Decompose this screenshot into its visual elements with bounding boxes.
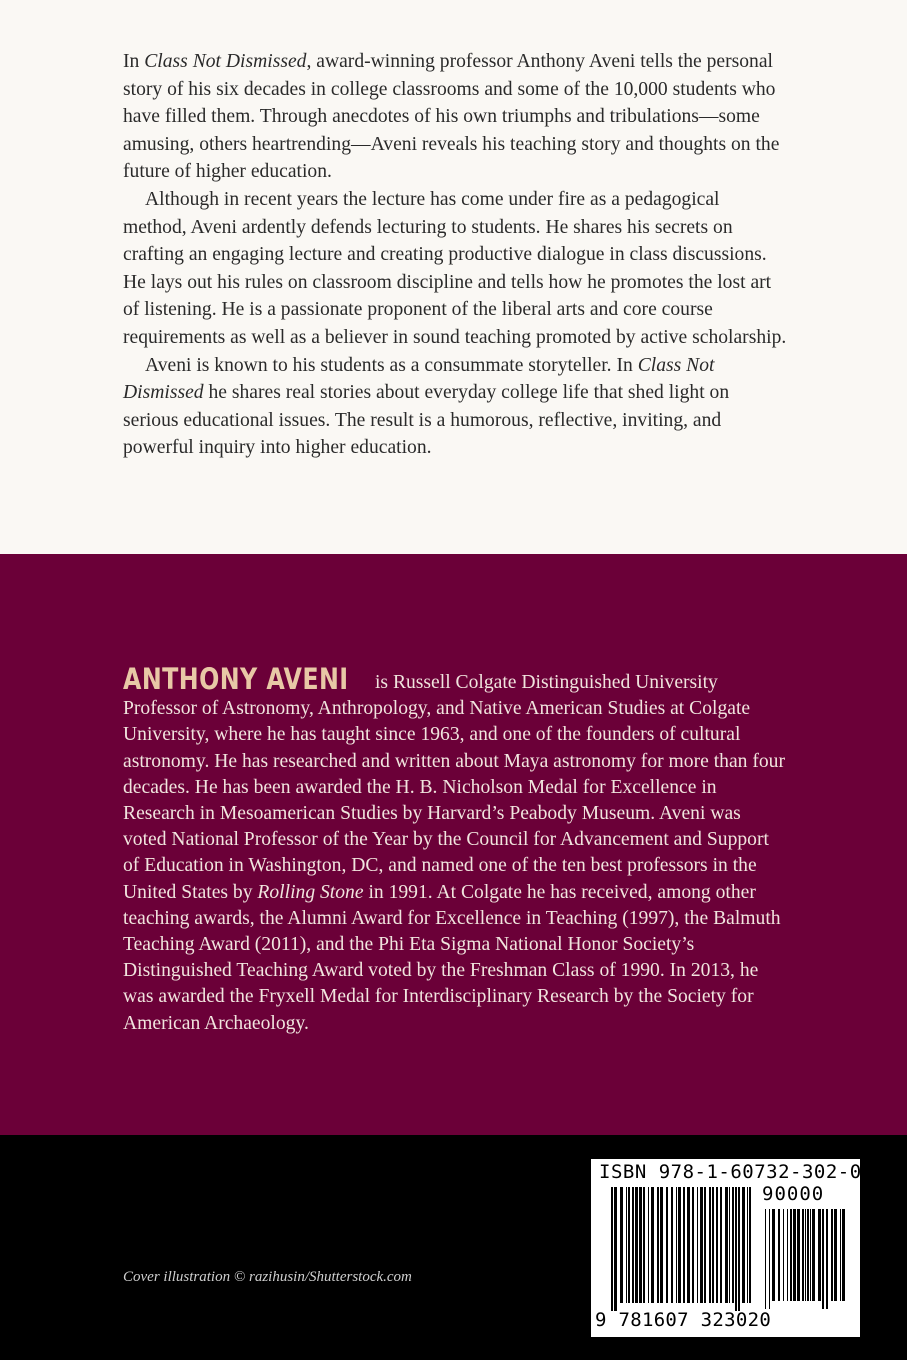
description-paragraph-2: Although in recent years the lecture has come under fire as a pedagogical method, Aveni ardently defends lecturing to students. He shares his secrets on crafting an engaging lecture and creating productive dialogue in class discussions. He lays out his rules on classroom discipline and tells how he promotes the lost art of listening. He is a passionate proponent of the liberal arts and core course requirements as well as a believer in sound teaching promoted by active scholarship.: [123, 188, 787, 348]
magazine-title-italic: Rolling Stone: [257, 881, 364, 903]
barcode-bar: [738, 1187, 740, 1311]
barcode-bar: [632, 1187, 634, 1303]
barcode-bar: [700, 1187, 703, 1303]
barcode-bar: [822, 1209, 824, 1309]
barcode-bar: [807, 1209, 809, 1301]
paragraph-text: he shares real stories about everyday college life that shed light on serious educational issues. The result is a humorous, reflective, inviting, and powerful inquiry into higher education.: [123, 382, 730, 459]
barcode-bar: [810, 1209, 811, 1301]
barcode-bar: [742, 1187, 745, 1303]
book-title-italic: Class Not Dismissed: [123, 354, 715, 404]
barcode-bar: [793, 1209, 796, 1301]
barcode-bar: [725, 1187, 728, 1303]
barcode-bar: [840, 1209, 841, 1301]
bio-text: is Russell Colgate Distinguished University Professor of Astronomy, Anthropology, and Native American Studies at Colgate University, where he has taught since 1963, and one of the founders of cultural astronomy. He has researched and written about Maya astronomy for more than four decades. He has been awarded the H. B. Nicholson Medal for Excellence in Research in Mesoamerican Studies by Harvard’s Peabody Museum. Aveni was voted National Professor of the Year by the Council for Advancement and Support of Education in Washington, DC, and named one of the ten best professors in the United States by: [123, 672, 785, 903]
barcode-bar: [747, 1187, 748, 1303]
barcode-bar: [720, 1187, 722, 1303]
barcode-bar: [626, 1187, 627, 1303]
barcode-bar: [797, 1209, 800, 1301]
bio-text: in 1991. At Colgate he has received, among other teaching awards, the Alumni Award for Excellence in Teaching (1997), the Balmuth Teaching Award (2011), and the Phi Eta Sigma National Honor Society’s Distinguished Teaching Award voted by the Freshman Class of 1990. In 2013, he was awarded the Fryxell Medal for Interdisciplinary Research by the Society for American Archaeology.: [123, 881, 781, 1034]
barcode-bar: [611, 1187, 613, 1311]
barcode-bar: [676, 1187, 677, 1303]
barcode-bar: [831, 1209, 833, 1301]
author-bio-paragraph: [123, 662, 787, 1037]
barcode-bar: [732, 1187, 734, 1303]
barcode-bar: [778, 1209, 780, 1301]
paragraph-text: In: [123, 51, 145, 72]
description-panel: [0, 0, 907, 554]
isbn-label: ISBN 978-1-60732-302-0: [599, 1161, 862, 1183]
barcode-bar: [729, 1187, 730, 1303]
barcode-bar: [834, 1209, 837, 1301]
book-description: [123, 48, 787, 462]
barcode-bar: [818, 1209, 821, 1301]
barcode-bar: [769, 1209, 770, 1309]
barcode-bar: [657, 1187, 659, 1303]
barcode-bar: [826, 1209, 828, 1309]
barcode-bar: [783, 1209, 784, 1301]
barcode-bar: [802, 1209, 804, 1301]
barcode-bar: [716, 1187, 718, 1303]
barcode-bar: [628, 1187, 630, 1303]
barcode-bar: [687, 1187, 690, 1303]
barcode-bar: [842, 1209, 845, 1301]
barcode-bar: [651, 1187, 654, 1303]
description-paragraph-1: [123, 48, 787, 186]
cover-credit: Cover illustration © razihusin/Shutterstock.com: [123, 1269, 412, 1285]
barcode-bar: [643, 1187, 645, 1303]
barcode-bar: [749, 1187, 751, 1303]
barcode-bar: [712, 1187, 714, 1303]
barcode-bar: [697, 1187, 698, 1303]
barcode-bar: [614, 1187, 617, 1311]
barcode-bar: [660, 1187, 663, 1303]
barcode-bar: [790, 1209, 792, 1301]
barcode-bar: [692, 1187, 694, 1303]
book-title-italic: Class Not Dismissed: [144, 51, 307, 72]
description-paragraph-3: [123, 352, 787, 462]
barcode-bar: [805, 1209, 806, 1301]
author-bio: [123, 662, 787, 1037]
addon-barcode-bars: [763, 1209, 847, 1309]
isbn-barcode: [591, 1159, 860, 1337]
barcode-bar: [683, 1187, 685, 1303]
barcode-bar: [648, 1187, 649, 1303]
barcode-bar: [678, 1187, 681, 1303]
barcode-bar: [812, 1209, 815, 1301]
barcode-bar: [635, 1187, 638, 1303]
barcode-bar: [671, 1187, 673, 1303]
barcode-digits: 9 781607 323020: [595, 1309, 772, 1331]
author-name: ANTHONY AVENI: [123, 662, 349, 696]
barcode-bar: [735, 1187, 737, 1311]
barcode-bar: [787, 1209, 788, 1301]
paragraph-text: , award-winning professor Anthony Aveni tells the personal story of his six decades in college classrooms and some of the 10,000 students who have filled them. Through anecdotes of his own triumphs and tribulations—some amusing, others heartrending—Aveni reveals his teaching story and thoughts on the future of higher education.: [123, 51, 780, 183]
barcode-bar: [620, 1187, 623, 1303]
ean-barcode-bars: [609, 1187, 755, 1311]
barcode-bar: [765, 1209, 766, 1309]
barcode-bar: [772, 1209, 775, 1301]
paragraph-text: Aveni is known to his students as a consummate storyteller. In: [145, 354, 638, 376]
barcode-bar: [666, 1187, 668, 1303]
barcode-bar: [709, 1187, 711, 1303]
barcode-bar: [704, 1187, 706, 1303]
price-addon-label: 90000: [762, 1183, 825, 1205]
footer-band: [0, 1135, 907, 1360]
barcode-bar: [639, 1187, 642, 1303]
author-bio-panel: [0, 554, 907, 1135]
